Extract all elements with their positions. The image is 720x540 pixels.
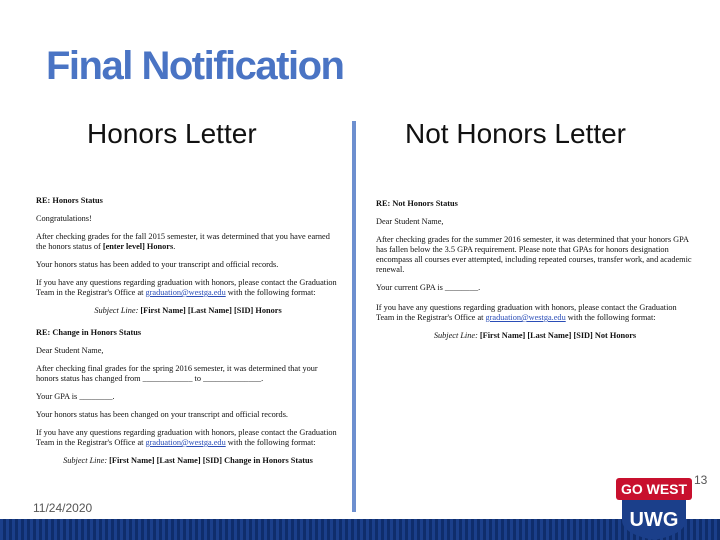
change-greeting: Dear Student Name,: [36, 346, 104, 355]
honors-paragraph-1: After checking grades for the fall 2015 semester, it was determined that you have earned the honors status of [enter level] Honors.: [36, 232, 330, 251]
honors-email-link[interactable]: graduation@westga.edu: [145, 288, 226, 297]
not-honors-paragraph-2: Your current GPA is ________.: [376, 283, 481, 292]
not-honors-re-heading: RE: Not Honors Status: [376, 199, 458, 208]
change-paragraph-4: If you have any questions regarding graduation with honors, please contact the Graduation Team in the Registrar's Office at graduation@westga.edu with the following format:: [36, 428, 337, 447]
slide-date: 11/24/2020: [33, 501, 93, 515]
logo-bottom-text: UWG: [629, 509, 679, 531]
honors-letter-image: [36, 196, 340, 466]
page-number: 13: [694, 473, 708, 487]
change-re-heading: RE: Change in Honors Status: [36, 328, 142, 337]
change-email-link[interactable]: graduation@westga.edu: [145, 438, 226, 447]
change-subject-line: Subject Line: [First Name] [Last Name] [SID] Change in Honors Status: [63, 456, 313, 465]
honors-paragraph-3: If you have any questions regarding graduation with honors, please contact the Graduation Team in the Registrar's Office at graduation@westga.edu with the following format:: [36, 278, 337, 297]
change-paragraph-1: After checking final grades for the spring 2016 semester, it was determined that your honors status has changed from ____________ to ______________.: [36, 364, 318, 383]
change-paragraph-3: Your honors status has been changed on your transcript and official records.: [36, 410, 288, 419]
not-honors-paragraph-1: After checking grades for the summer 2016 semester, it was determined that your honors GPA has fallen below the 3.5 GPA requirement. Please note that GPAs for honors designation encompass all courses ever attempted, including repeated courses, transfer work, and academic renewal.: [376, 235, 692, 274]
not-honors-subject-line: Subject Line: [First Name] [Last Name] [SID] Not Honors: [433, 331, 637, 340]
not-honors-paragraph-3: If you have any questions regarding graduation with honors, please contact the Graduation Team in the Registrar's Office at graduation@westga.edu with the following format:: [376, 303, 677, 322]
not-honors-greeting: Dear Student Name,: [376, 217, 444, 226]
uwg-logo: [616, 478, 692, 540]
honors-letter-heading: Honors Letter: [87, 118, 257, 149]
column-divider: [352, 121, 356, 512]
honors-re-heading: RE: Honors Status: [36, 196, 103, 205]
footer-bar: [0, 519, 720, 540]
honors-greeting: Congratulations!: [36, 214, 92, 223]
slide-title: Final Notification: [46, 44, 344, 88]
change-paragraph-2: Your GPA is ________.: [36, 392, 115, 401]
honors-subject-line: Subject Line: [First Name] [Last Name] [SID] Honors: [94, 306, 282, 315]
not-honors-email-link[interactable]: graduation@westga.edu: [485, 313, 566, 322]
logo-top-text: GO WEST: [620, 481, 688, 497]
not-honors-letter-heading: Not Honors Letter: [405, 118, 626, 149]
honors-paragraph-2: Your honors status has been added to your transcript and official records.: [36, 260, 279, 269]
not-honors-letter-image: [376, 199, 694, 341]
